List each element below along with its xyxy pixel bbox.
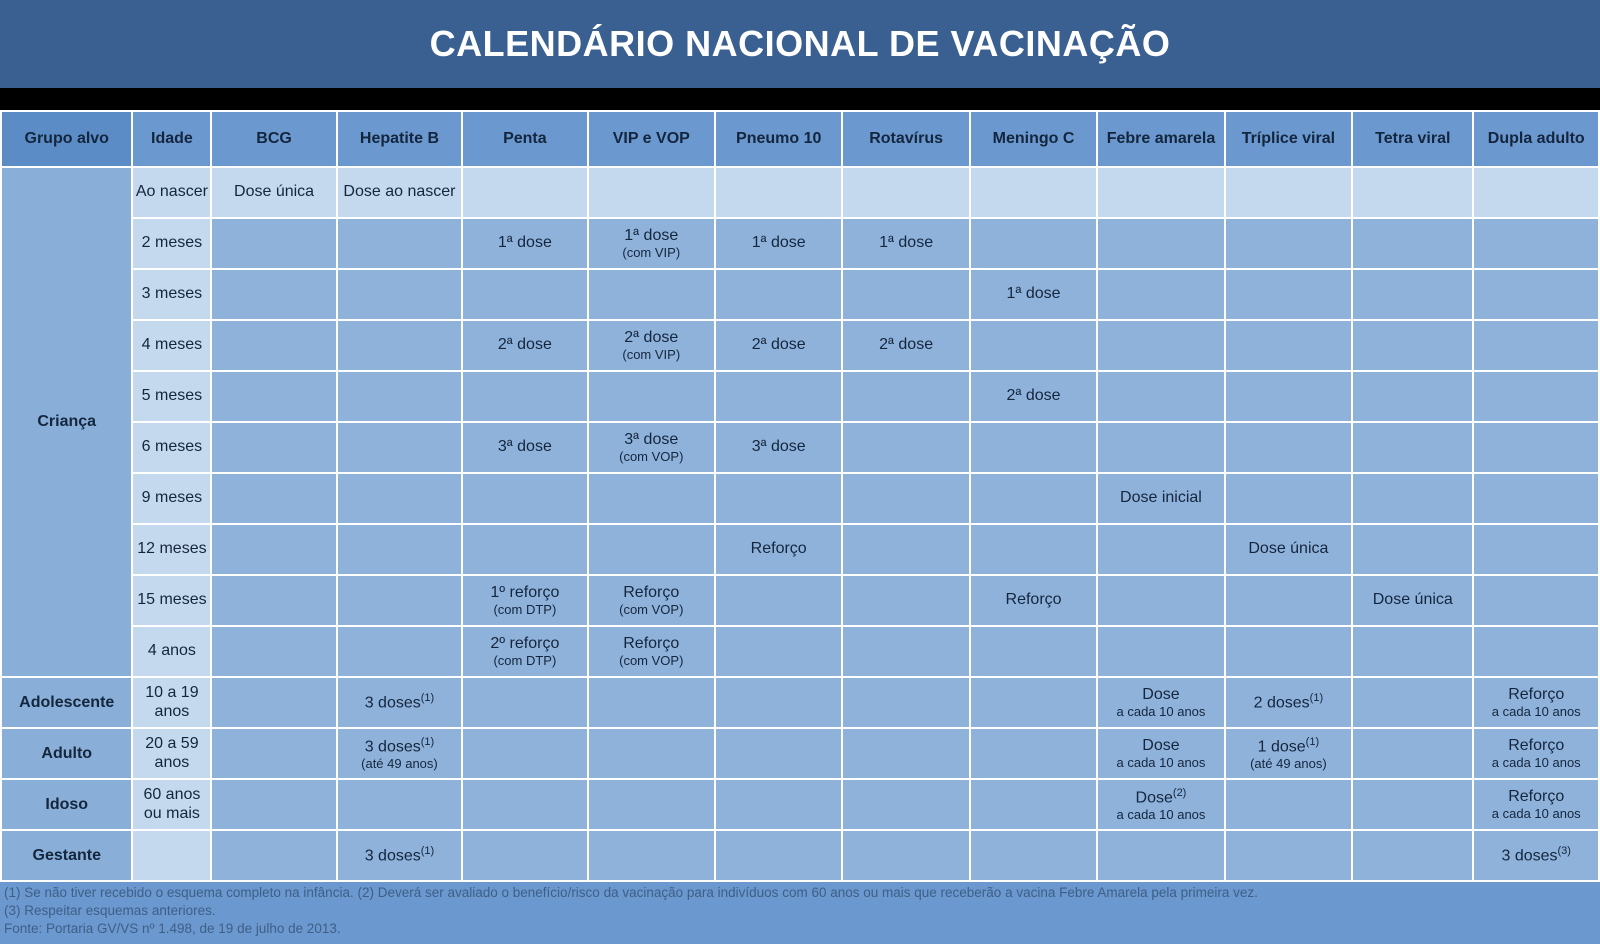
cell-triplice	[1225, 269, 1352, 320]
cell-tetra	[1352, 371, 1473, 422]
cell-triplice	[1225, 167, 1352, 218]
cell-febre-amarela	[1097, 320, 1224, 371]
cell-triplice-note: (até 49 anos)	[1250, 755, 1327, 771]
cell-vip-vop	[588, 626, 715, 677]
cell-rotavirus: 1ª dose	[842, 218, 969, 269]
cell-vip-vop	[588, 677, 715, 728]
cell-vip-vop	[588, 779, 715, 830]
cell-bcg	[211, 371, 336, 422]
cell-dupla	[1473, 320, 1599, 371]
cell-tetra	[1352, 167, 1473, 218]
column-header-hepatite-b: Hepatite B	[337, 111, 462, 167]
age-cell: 4 anos	[132, 626, 211, 677]
cell-febre-amarela	[1097, 677, 1224, 728]
cell-bcg	[211, 575, 336, 626]
table-row	[1, 167, 1599, 218]
cell-bcg	[211, 677, 336, 728]
group-label-adulto: Adulto	[1, 728, 132, 779]
age-cell: 15 meses	[132, 575, 211, 626]
cell-penta	[462, 473, 587, 524]
cell-tetra	[1352, 779, 1473, 830]
cell-dupla-note: a cada 10 anos	[1491, 754, 1581, 770]
cell-penta	[462, 167, 587, 218]
cell-tetra	[1352, 473, 1473, 524]
table-row	[1, 677, 1599, 728]
cell-penta: 1ª dose	[462, 218, 587, 269]
cell-dupla-main: Reforço	[1508, 686, 1565, 704]
cell-penta-note: (com DTP)	[493, 601, 557, 617]
cell-rotavirus	[842, 626, 969, 677]
cell-tetra	[1352, 422, 1473, 473]
cell-dupla	[1473, 371, 1599, 422]
cell-rotavirus	[842, 167, 969, 218]
cell-penta	[462, 371, 587, 422]
cell-dupla-footnote: (3)	[1557, 845, 1571, 858]
cell-vip-vop-main: 1ª dose	[624, 227, 679, 245]
cell-triplice	[1225, 473, 1352, 524]
footnote-line-1: (1) Se não tiver recebido o esquema completo na infância. (2) Deverá ser avaliado o benefício/risco da vacinação para indivíduos com 60 anos ou mais que receberão a vacina Febre Amarela pela primeira vez.	[4, 885, 1258, 900]
cell-febre-amarela	[1097, 626, 1224, 677]
cell-hepatite-b-footnote: (1)	[420, 692, 435, 705]
cell-dupla	[1473, 575, 1599, 626]
footnote-source: Fonte: Portaria GV/VS nº 1.498, de 19 de julho de 2013.	[4, 921, 341, 937]
cell-bcg	[211, 218, 336, 269]
cell-tetra	[1352, 677, 1473, 728]
column-header-tetra-viral: Tetra viral	[1352, 111, 1473, 167]
cell-bcg	[211, 626, 336, 677]
cell-hepatite-b	[337, 473, 462, 524]
cell-bcg: Dose única	[211, 167, 336, 218]
cell-vip-vop	[588, 167, 715, 218]
cell-rotavirus	[842, 473, 969, 524]
cell-dupla	[1473, 524, 1599, 575]
column-header-grupo-alvo: Grupo alvo	[1, 111, 132, 167]
cell-hepatite-b	[337, 524, 462, 575]
column-header-idade: Idade	[132, 111, 211, 167]
cell-penta: 2ª dose	[462, 320, 587, 371]
column-header-bcg: BCG	[211, 111, 336, 167]
cell-triplice	[1225, 422, 1352, 473]
cell-meningo	[970, 626, 1097, 677]
cell-penta	[462, 575, 587, 626]
cell-triplice	[1225, 626, 1352, 677]
cell-triplice-footnote: (1)	[1305, 735, 1320, 748]
cell-dupla	[1473, 167, 1599, 218]
cell-triplice	[1225, 779, 1352, 830]
cell-tetra	[1352, 269, 1473, 320]
cell-hepatite-b	[337, 677, 462, 728]
cell-vip-vop	[588, 218, 715, 269]
cell-triplice: Dose única	[1225, 524, 1352, 575]
cell-pneumo: 2ª dose	[715, 320, 842, 371]
title-bar	[0, 0, 1600, 88]
group-label-gestante: Gestante	[1, 830, 132, 881]
cell-meningo	[970, 830, 1097, 881]
cell-triplice	[1225, 728, 1352, 779]
column-header-rotavirus: Rotavírus	[842, 111, 969, 167]
cell-pneumo	[715, 626, 842, 677]
column-header-febre-amarela: Febre amarela	[1097, 111, 1224, 167]
cell-tetra	[1352, 218, 1473, 269]
cell-hepatite-b	[337, 320, 462, 371]
cell-meningo	[970, 422, 1097, 473]
cell-pneumo	[715, 575, 842, 626]
cell-hepatite-b	[337, 626, 462, 677]
cell-pneumo: 3ª dose	[715, 422, 842, 473]
vaccination-schedule-table	[0, 110, 1600, 882]
cell-febre-amarela	[1097, 728, 1224, 779]
cell-pneumo	[715, 677, 842, 728]
cell-hepatite-b	[337, 575, 462, 626]
page-title: CALENDÁRIO NACIONAL DE VACINAÇÃO	[429, 23, 1171, 64]
group-label-idoso: Idoso	[1, 779, 132, 830]
cell-tetra	[1352, 830, 1473, 881]
cell-meningo	[970, 524, 1097, 575]
cell-vip-vop	[588, 524, 715, 575]
cell-pneumo: Reforço	[715, 524, 842, 575]
age-cell: 20 a 59 anos	[132, 728, 211, 779]
cell-pneumo: 1ª dose	[715, 218, 842, 269]
cell-rotavirus	[842, 422, 969, 473]
cell-meningo	[970, 473, 1097, 524]
cell-hepatite-b	[337, 830, 462, 881]
cell-vip-vop-main: 2ª dose	[624, 329, 679, 347]
cell-febre-note: a cada 10 anos	[1116, 754, 1206, 770]
cell-rotavirus	[842, 371, 969, 422]
cell-hepatite-b	[337, 218, 462, 269]
cell-hepatite-b	[337, 779, 462, 830]
cell-bcg	[211, 473, 336, 524]
table-row	[1, 320, 1599, 371]
column-header-pneumo-10: Pneumo 10	[715, 111, 842, 167]
column-header-vip-vop: VIP e VOP	[588, 111, 715, 167]
cell-febre-amarela	[1097, 524, 1224, 575]
cell-meningo	[970, 167, 1097, 218]
cell-bcg	[211, 422, 336, 473]
cell-penta-main: 1º reforço	[490, 584, 560, 602]
age-cell: 10 a 19 anos	[132, 677, 211, 728]
cell-febre-note: a cada 10 anos	[1116, 703, 1206, 719]
age-cell: 4 meses	[132, 320, 211, 371]
cell-penta	[462, 626, 587, 677]
cell-penta	[462, 728, 587, 779]
cell-vip-vop-main: 3ª dose	[624, 431, 679, 449]
cell-triplice	[1225, 575, 1352, 626]
column-header-meningo-c: Meningo C	[970, 111, 1097, 167]
cell-rotavirus: 2ª dose	[842, 320, 969, 371]
cell-meningo: Reforço	[970, 575, 1097, 626]
cell-hepatite-b-footnote: (1)	[420, 845, 435, 858]
cell-penta	[462, 779, 587, 830]
cell-febre-main: Dose	[1135, 789, 1173, 807]
cell-rotavirus	[842, 830, 969, 881]
cell-penta-note: (com DTP)	[493, 652, 557, 668]
age-cell: 3 meses	[132, 269, 211, 320]
cell-vip-vop-note: (com VIP)	[622, 346, 681, 362]
cell-dupla-note: a cada 10 anos	[1491, 805, 1581, 821]
cell-pneumo	[715, 269, 842, 320]
table-row	[1, 422, 1599, 473]
cell-febre-amarela	[1097, 575, 1224, 626]
group-label-adolescente: Adolescente	[1, 677, 132, 728]
table-row	[1, 728, 1599, 779]
cell-penta	[462, 830, 587, 881]
cell-pneumo	[715, 830, 842, 881]
cell-pneumo	[715, 167, 842, 218]
divider-bar	[0, 88, 1600, 110]
cell-meningo	[970, 728, 1097, 779]
cell-triplice-footnote: (1)	[1309, 692, 1324, 705]
cell-triplice	[1225, 830, 1352, 881]
age-cell: Ao nascer	[132, 167, 211, 218]
cell-hepatite-b	[337, 728, 462, 779]
cell-meningo	[970, 218, 1097, 269]
cell-pneumo	[715, 473, 842, 524]
cell-pneumo	[715, 779, 842, 830]
cell-hepatite-b	[337, 371, 462, 422]
cell-penta	[462, 677, 587, 728]
cell-vip-vop-main: Reforço	[623, 584, 680, 602]
cell-tetra	[1352, 320, 1473, 371]
table-row	[1, 218, 1599, 269]
cell-penta-main: 2º reforço	[490, 635, 560, 653]
cell-dupla	[1473, 473, 1599, 524]
cell-dupla-main: Reforço	[1508, 737, 1565, 755]
cell-triplice	[1225, 677, 1352, 728]
cell-vip-vop-note: (com VIP)	[622, 244, 681, 260]
cell-febre-amarela	[1097, 269, 1224, 320]
cell-vip-vop	[588, 371, 715, 422]
cell-meningo: 1ª dose	[970, 269, 1097, 320]
group-label-crianca: Criança	[1, 167, 132, 677]
cell-dupla	[1473, 218, 1599, 269]
cell-febre-main: Dose	[1142, 686, 1180, 704]
cell-vip-vop	[588, 575, 715, 626]
table-row	[1, 830, 1599, 881]
cell-vip-vop	[588, 728, 715, 779]
cell-penta: 3ª dose	[462, 422, 587, 473]
cell-dupla	[1473, 626, 1599, 677]
cell-febre-amarela	[1097, 779, 1224, 830]
cell-hepatite-b-note: (até 49 anos)	[361, 755, 438, 771]
table-row	[1, 575, 1599, 626]
age-cell	[132, 830, 211, 881]
cell-triplice	[1225, 320, 1352, 371]
cell-febre-footnote: (2)	[1172, 786, 1187, 799]
cell-dupla-main: Reforço	[1508, 788, 1565, 806]
cell-febre-amarela	[1097, 830, 1224, 881]
age-cell: 9 meses	[132, 473, 211, 524]
cell-rotavirus	[842, 575, 969, 626]
cell-febre-note: a cada 10 anos	[1116, 806, 1206, 822]
cell-hepatite-b: Dose ao nascer	[337, 167, 462, 218]
cell-triplice-main: 1 dose	[1257, 738, 1306, 756]
cell-bcg	[211, 830, 336, 881]
column-header-dupla-adulto: Dupla adulto	[1473, 111, 1599, 167]
age-cell: 5 meses	[132, 371, 211, 422]
cell-vip-vop-note: (com VOP)	[619, 448, 684, 464]
cell-febre-amarela	[1097, 218, 1224, 269]
cell-vip-vop	[588, 320, 715, 371]
cell-hepatite-b-main: 3 doses	[364, 694, 421, 712]
table-header	[1, 111, 1599, 167]
cell-hepatite-b	[337, 422, 462, 473]
age-cell: 6 meses	[132, 422, 211, 473]
table-row	[1, 473, 1599, 524]
cell-febre-amarela	[1097, 167, 1224, 218]
cell-penta	[462, 524, 587, 575]
cell-rotavirus	[842, 677, 969, 728]
cell-rotavirus	[842, 524, 969, 575]
cell-rotavirus	[842, 728, 969, 779]
table-row	[1, 524, 1599, 575]
cell-vip-vop	[588, 473, 715, 524]
cell-triplice	[1225, 371, 1352, 422]
cell-triplice	[1225, 218, 1352, 269]
cell-vip-vop-main: Reforço	[623, 635, 680, 653]
cell-febre-amarela: Dose inicial	[1097, 473, 1224, 524]
cell-dupla	[1473, 728, 1599, 779]
cell-vip-vop	[588, 422, 715, 473]
cell-meningo: 2ª dose	[970, 371, 1097, 422]
cell-dupla-note: a cada 10 anos	[1491, 703, 1581, 719]
cell-rotavirus	[842, 269, 969, 320]
cell-dupla	[1473, 269, 1599, 320]
cell-dupla	[1473, 779, 1599, 830]
footnote-line-2: (3) Respeitar esquemas anteriores.	[4, 903, 216, 919]
table-body	[1, 167, 1599, 881]
cell-vip-vop	[588, 269, 715, 320]
cell-dupla	[1473, 677, 1599, 728]
cell-tetra: Dose única	[1352, 575, 1473, 626]
age-cell: 12 meses	[132, 524, 211, 575]
cell-tetra	[1352, 524, 1473, 575]
cell-hepatite-b-footnote: (1)	[420, 735, 435, 748]
cell-dupla	[1473, 830, 1599, 881]
cell-bcg	[211, 779, 336, 830]
table-row	[1, 779, 1599, 830]
cell-pneumo	[715, 728, 842, 779]
cell-febre-amarela	[1097, 422, 1224, 473]
table-row	[1, 269, 1599, 320]
table-row	[1, 371, 1599, 422]
cell-febre-main: Dose	[1142, 737, 1180, 755]
cell-tetra	[1352, 728, 1473, 779]
cell-vip-vop	[588, 830, 715, 881]
cell-hepatite-b	[337, 269, 462, 320]
cell-rotavirus	[842, 779, 969, 830]
cell-dupla-main: 3 doses	[1501, 847, 1558, 865]
cell-vip-vop-note: (com VOP)	[619, 652, 684, 668]
age-cell: 60 anos ou mais	[132, 779, 211, 830]
column-header-triplice-viral: Tríplice viral	[1225, 111, 1352, 167]
table-row	[1, 626, 1599, 677]
cell-meningo	[970, 779, 1097, 830]
age-cell: 2 meses	[132, 218, 211, 269]
cell-hepatite-b-main: 3 doses	[364, 738, 421, 756]
footnotes	[0, 882, 1600, 944]
cell-tetra	[1352, 626, 1473, 677]
cell-triplice-main: 2 doses	[1253, 694, 1310, 712]
cell-bcg	[211, 269, 336, 320]
cell-dupla	[1473, 422, 1599, 473]
cell-vip-vop-note: (com VOP)	[619, 601, 684, 617]
cell-febre-amarela	[1097, 371, 1224, 422]
cell-bcg	[211, 320, 336, 371]
cell-bcg	[211, 728, 336, 779]
cell-hepatite-b-main: 3 doses	[364, 847, 421, 865]
cell-meningo	[970, 320, 1097, 371]
cell-penta	[462, 269, 587, 320]
cell-pneumo	[715, 371, 842, 422]
column-header-penta: Penta	[462, 111, 587, 167]
cell-bcg	[211, 524, 336, 575]
cell-meningo	[970, 677, 1097, 728]
